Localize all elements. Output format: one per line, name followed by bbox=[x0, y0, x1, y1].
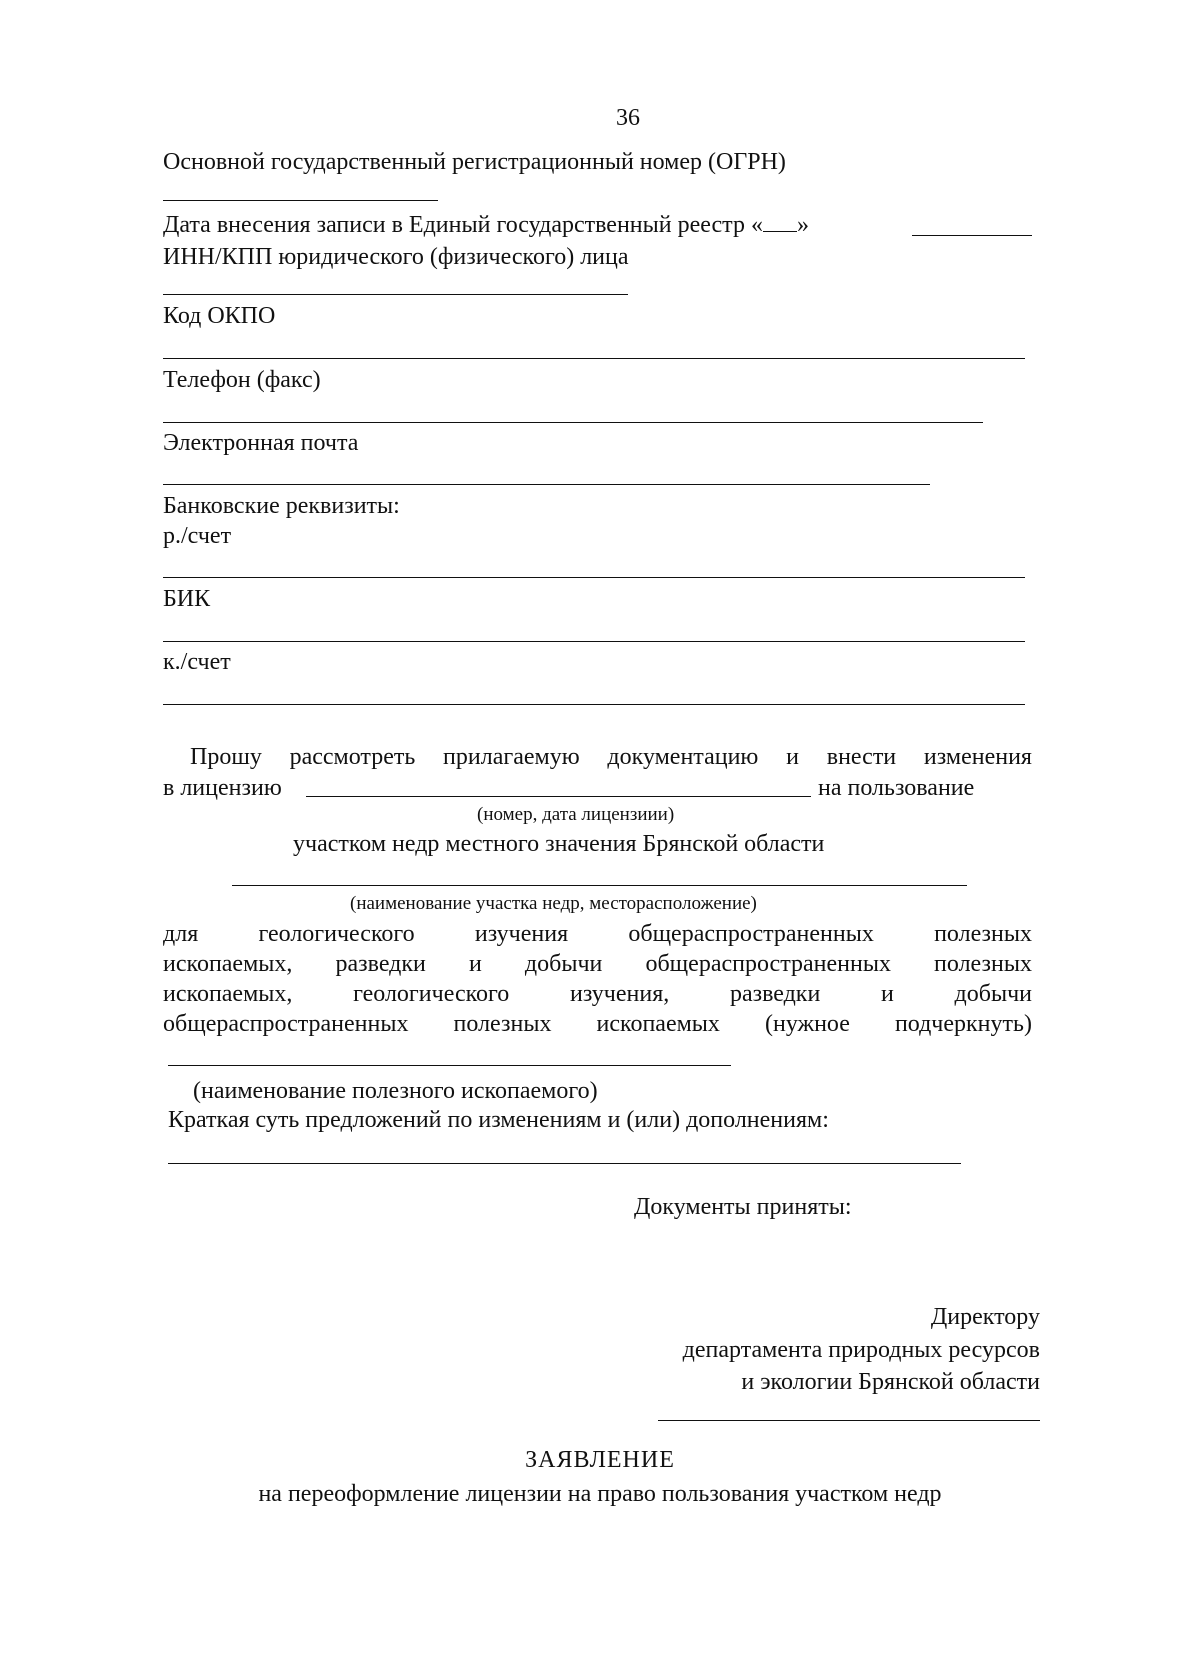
ogrn-label: Основной государственный регистрационный номер (ОГРН) bbox=[163, 149, 786, 175]
bank-account-label: р./счет bbox=[163, 523, 232, 549]
page-number: 36 bbox=[616, 105, 640, 131]
bik-field-line[interactable] bbox=[163, 641, 1025, 642]
license-hint: (номер, дата лицензиии) bbox=[477, 804, 675, 825]
addressee-line-3: и экологии Брянской области bbox=[741, 1369, 1040, 1395]
request-line-1: Прошу рассмотреть прилагаемую документацию и внести изменения bbox=[190, 744, 1032, 770]
inn-kpp-label: ИНН/КПП юридического (физического) лица bbox=[163, 244, 629, 270]
request-line-2-end: на пользование bbox=[818, 775, 975, 801]
site-field-line[interactable] bbox=[232, 885, 967, 886]
addressee-line-2: департамента природных ресурсов bbox=[682, 1337, 1040, 1363]
bank-account-field-line[interactable] bbox=[163, 577, 1025, 578]
mineral-field-line[interactable] bbox=[168, 1065, 731, 1066]
email-field-line[interactable] bbox=[163, 484, 930, 485]
site-hint: (наименование участка недр, месторасположение) bbox=[350, 893, 757, 914]
phone-label: Телефон (факс) bbox=[163, 367, 321, 393]
statement-subtitle: на переоформление лицензии на право пользования участком недр bbox=[258, 1481, 942, 1507]
license-field-line[interactable] bbox=[306, 796, 811, 797]
reg-date-field-line[interactable] bbox=[912, 235, 1032, 236]
summary-field-line[interactable] bbox=[168, 1163, 961, 1164]
okpo-label: Код ОКПО bbox=[163, 303, 276, 329]
request-line-2-start: в лицензию bbox=[163, 775, 282, 801]
reg-date-label: Дата внесения записи в Единый государственный реестр « » bbox=[163, 212, 809, 238]
mineral-hint: (наименование полезного ископаемого) bbox=[193, 1078, 598, 1104]
purpose-line-4: общераспространенных полезных ископаемых (нужное подчеркнуть) bbox=[163, 1011, 1032, 1037]
corr-account-label: к./счет bbox=[163, 649, 231, 675]
inn-kpp-field-line[interactable] bbox=[163, 294, 628, 295]
reg-date-day-field[interactable] bbox=[763, 213, 797, 232]
ogrn-field-line[interactable] bbox=[163, 200, 438, 201]
phone-field-line[interactable] bbox=[163, 422, 983, 423]
email-label: Электронная почта bbox=[163, 430, 359, 456]
request-line-3: участком недр местного значения Брянской области bbox=[293, 831, 825, 857]
purpose-line-2: ископаемых, разведки и добычи общераспространенных полезных bbox=[163, 951, 1032, 977]
summary-label: Краткая суть предложений по изменениям и (или) дополнениям: bbox=[168, 1107, 829, 1133]
purpose-line-1: для геологического изучения общераспространенных полезных bbox=[163, 921, 1032, 947]
bik-label: БИК bbox=[163, 586, 211, 612]
director-name-field-line[interactable] bbox=[658, 1420, 1040, 1421]
purpose-line-3: ископаемых, геологического изучения, разведки и добычи bbox=[163, 981, 1032, 1007]
corr-account-field-line[interactable] bbox=[163, 704, 1025, 705]
bank-details-title: Банковские реквизиты: bbox=[163, 493, 400, 519]
addressee-line-1: Директору bbox=[930, 1304, 1040, 1330]
statement-title: ЗАЯВЛЕНИЕ bbox=[525, 1447, 675, 1473]
documents-accepted-label: Документы приняты: bbox=[634, 1194, 852, 1220]
okpo-field-line[interactable] bbox=[163, 358, 1025, 359]
